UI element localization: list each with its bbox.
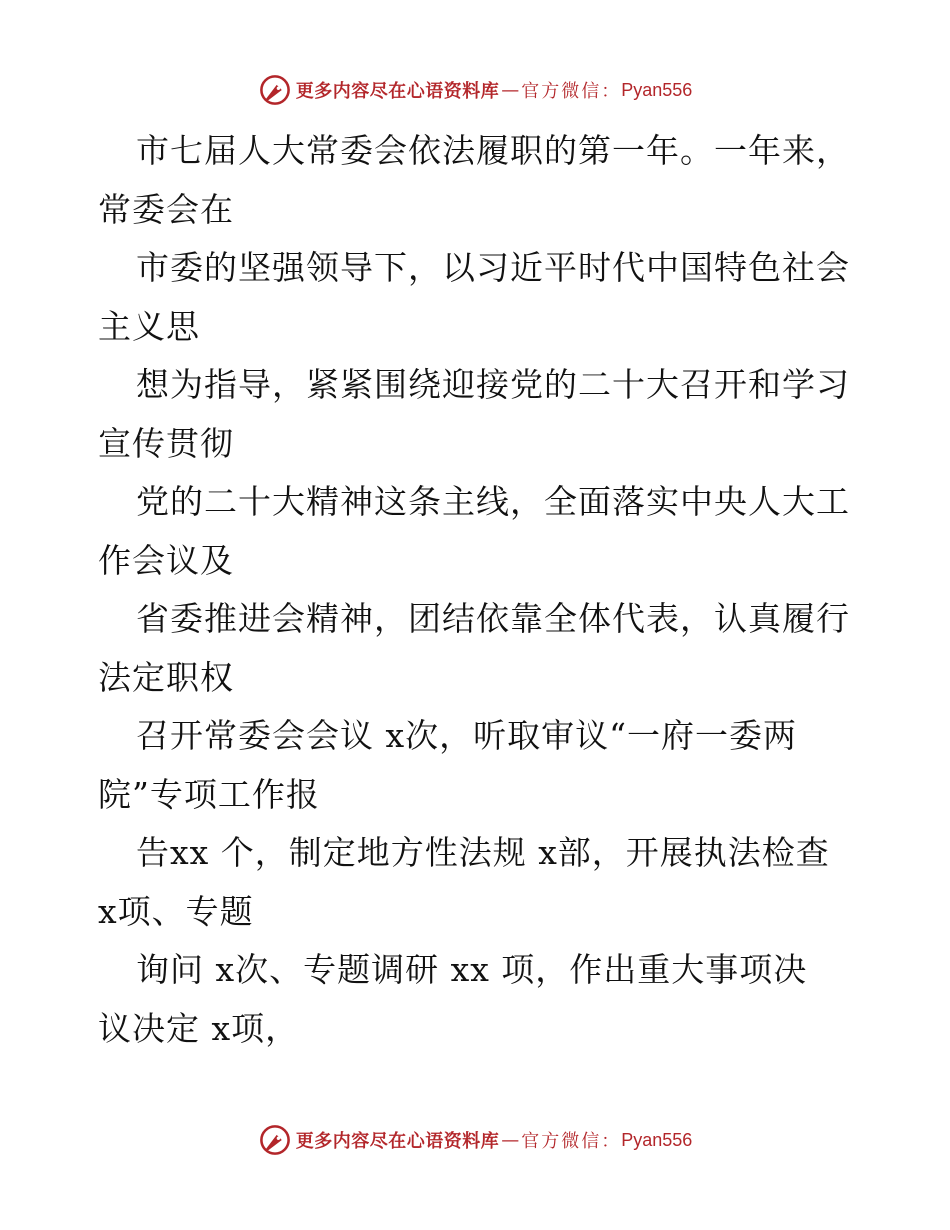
pen-nib-logo-icon bbox=[258, 73, 292, 107]
paragraph-line: 市七届人大常委会依法履职的第一年。一年来， bbox=[136, 131, 850, 170]
paragraph bbox=[98, 473, 858, 590]
paragraph-line: 省委推进会精神，团结依靠全体代表，认真履行 bbox=[136, 599, 850, 638]
watermark-dash: — bbox=[501, 79, 520, 101]
header-watermark-banner bbox=[0, 70, 950, 110]
watermark-wechat-id: Pyan556 bbox=[621, 1129, 693, 1150]
paragraph-line: 作会议及 bbox=[98, 540, 234, 580]
paragraph-line: 想为指导，紧紧围绕迎接党的二十大召开和学习 bbox=[136, 365, 850, 404]
paragraph-line: 召开常委会会议 x次，听取审议“一府一委两 bbox=[136, 716, 797, 755]
watermark-wechat-id: Pyan556 bbox=[621, 79, 693, 100]
paragraph-line: 党的二十大精神这条主线，全面落实中央人大工 bbox=[136, 482, 850, 521]
footer-watermark-banner bbox=[0, 1120, 950, 1160]
paragraph bbox=[98, 707, 858, 824]
paragraph-line: 议决定 x项， bbox=[98, 1008, 300, 1048]
paragraph-line: 主义思 bbox=[98, 306, 200, 346]
watermark-dash: — bbox=[501, 1129, 520, 1151]
paragraph bbox=[98, 356, 858, 473]
watermark-wechat-label: 官方微信： bbox=[521, 1131, 622, 1152]
paragraph-line: 告xx 个，制定地方性法规 x部，开展执法检查 bbox=[136, 833, 830, 872]
paragraph bbox=[98, 122, 858, 239]
paragraph bbox=[98, 590, 858, 707]
paragraph-line: 询问 x次、专题调研 xx 项，作出重大事项决 bbox=[136, 950, 808, 989]
paragraph-line: 宣传贯彻 bbox=[98, 423, 234, 463]
paragraph-line: 院”专项工作报 bbox=[98, 774, 320, 814]
document-body bbox=[98, 122, 858, 1058]
paragraph-line: 法定职权 bbox=[98, 657, 234, 697]
paragraph bbox=[98, 239, 858, 356]
watermark-wechat-label: 官方微信： bbox=[521, 81, 622, 102]
watermark-main-text: 更多内容尽在心语资料库 bbox=[295, 81, 500, 102]
paragraph-line: x项、专题 bbox=[98, 891, 254, 931]
paragraph-line: 常委会在 bbox=[98, 189, 234, 229]
paragraph bbox=[98, 941, 858, 1058]
pen-nib-logo-icon bbox=[258, 1123, 292, 1157]
paragraph bbox=[98, 824, 858, 941]
watermark-main-text: 更多内容尽在心语资料库 bbox=[295, 1131, 500, 1152]
paragraph-line: 市委的坚强领导下，以习近平时代中国特色社会 bbox=[136, 248, 850, 287]
